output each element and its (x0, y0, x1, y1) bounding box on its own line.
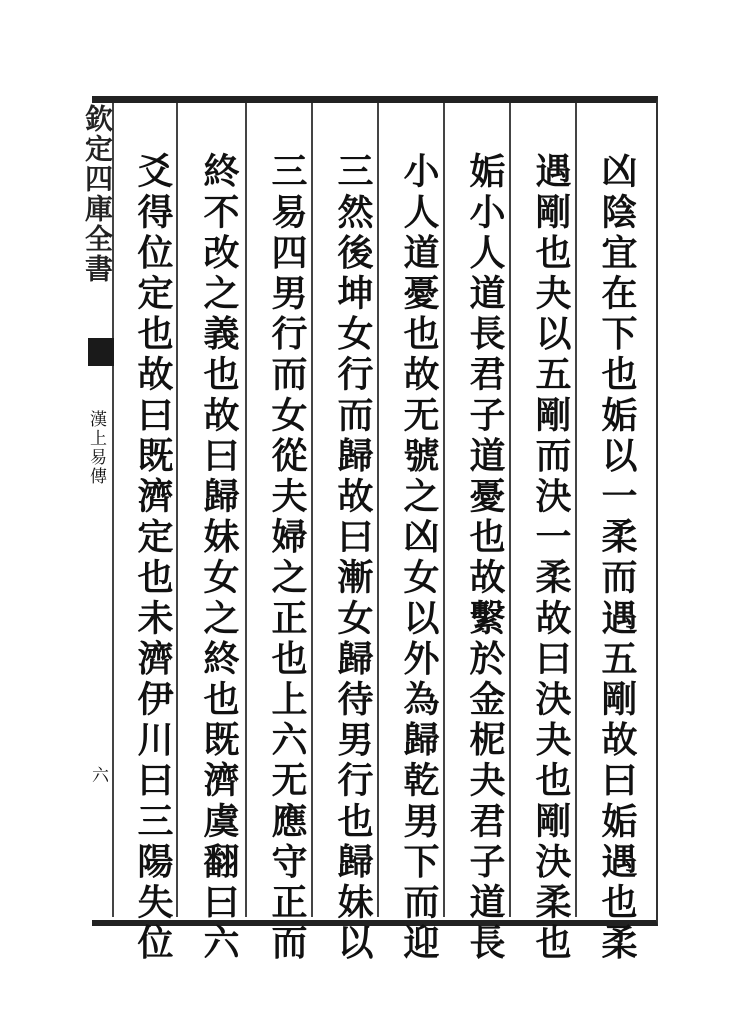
text-column: 三然後坤女行而歸故曰漸女歸待男行也歸妹以 (332, 152, 374, 964)
banxin-work-title: 漢上易傳 (86, 410, 106, 486)
text-column: 爻得位定也故曰既濟定也未濟伊川曰三陽失位 (132, 152, 174, 964)
text-column: 終不改之義也故曰歸妹女之終也既濟虞翻曰六 (198, 152, 240, 964)
column-rule (377, 103, 379, 917)
banxin-page-number: 六 (88, 766, 108, 783)
column-rule (509, 103, 511, 917)
fishtail-mark (88, 338, 114, 366)
column-rule (575, 103, 577, 917)
text-column: 小人道憂也故无號之凶女以外為歸乾男下而迎 (398, 152, 440, 964)
text-column: 姤小人道長君子道憂也故繫於金柅夬君子道長 (464, 152, 506, 964)
column-rule (176, 103, 178, 917)
column-rule (443, 103, 445, 917)
column-rule (245, 103, 247, 917)
text-column: 遇剛也夬以五剛而決一柔故曰決夬也剛決柔也 (530, 152, 572, 964)
text-column: 凶陰宜在下也姤以一柔而遇五剛故曰姤遇也柔 (596, 152, 638, 964)
text-column: 三易四男行而女從夫婦之正也上六无應守正而 (266, 152, 308, 964)
banxin-book-title: 欽定四庫全書 (81, 104, 114, 284)
column-rule (311, 103, 313, 917)
